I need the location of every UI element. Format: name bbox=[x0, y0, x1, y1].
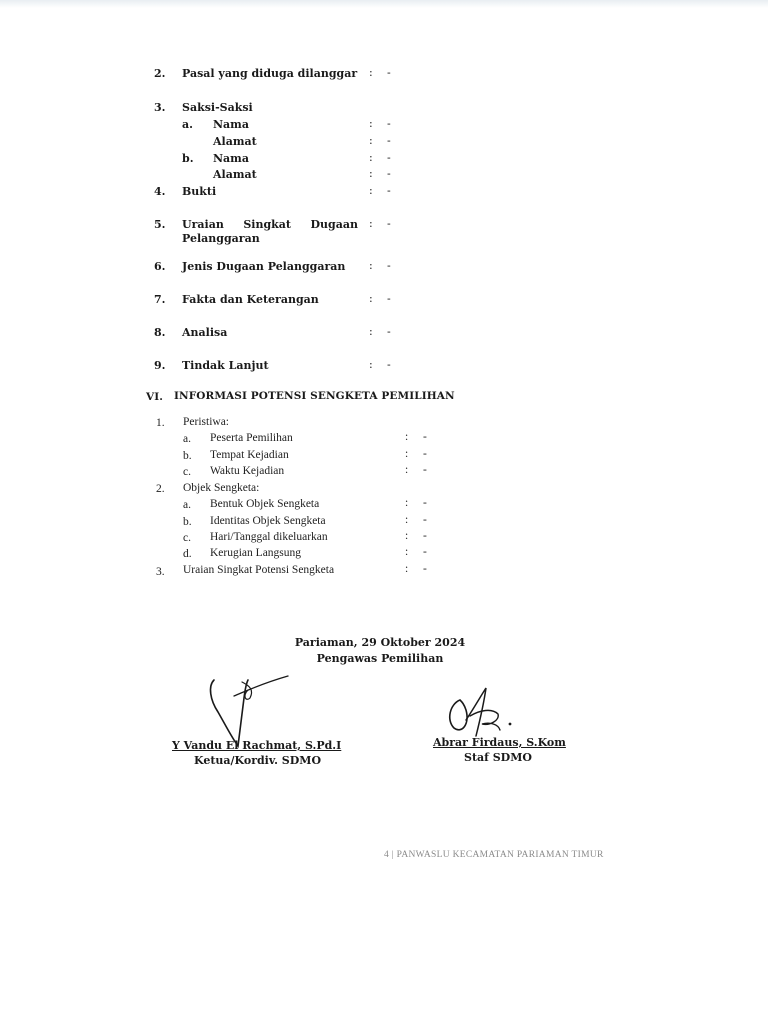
item-number: 3. bbox=[154, 101, 166, 114]
item-label: Waktu Kejadian bbox=[210, 465, 285, 477]
item-colon: : bbox=[405, 563, 409, 575]
item-colon: : bbox=[369, 134, 373, 147]
item-value: - bbox=[387, 217, 391, 230]
item-label: Kerugian Langsung bbox=[210, 547, 302, 559]
item-label: Tempat Kejadian bbox=[210, 449, 289, 461]
item-value: - bbox=[387, 167, 391, 180]
item-label: Uraian Singkat Potensi Sengketa bbox=[183, 564, 335, 576]
place-date: Pariaman, 29 Oktober 2024 bbox=[294, 636, 466, 649]
item-number: 8. bbox=[154, 326, 166, 339]
item-value: - bbox=[423, 448, 427, 460]
item-number: 3. bbox=[156, 566, 165, 578]
sub-letter: a. bbox=[183, 499, 191, 511]
item-colon: : bbox=[405, 546, 409, 558]
item-value: - bbox=[387, 66, 391, 79]
item-value: - bbox=[423, 514, 427, 526]
item-label: Saksi-Saksi bbox=[182, 101, 253, 114]
item-label: Identitas Objek Sengketa bbox=[210, 515, 326, 527]
item-label: Peristiwa: bbox=[183, 416, 229, 428]
item-label: Jenis Dugaan Pelanggaran bbox=[182, 260, 346, 273]
sub-letter: c. bbox=[183, 532, 191, 544]
item-colon: : bbox=[369, 167, 373, 180]
sub-letter: b. bbox=[182, 152, 194, 165]
item-value: - bbox=[423, 530, 427, 542]
item-number: 2. bbox=[154, 67, 166, 80]
item-colon: : bbox=[405, 448, 409, 460]
item-value: - bbox=[387, 151, 391, 164]
item-colon: : bbox=[369, 151, 373, 164]
item-colon: : bbox=[369, 259, 373, 272]
item-number: 9. bbox=[154, 359, 166, 372]
item-colon: : bbox=[369, 325, 373, 338]
item-value: - bbox=[423, 497, 427, 509]
item-colon: : bbox=[369, 117, 373, 130]
item-value: - bbox=[423, 563, 427, 575]
signatory-role: Pengawas Pemilihan bbox=[316, 652, 444, 665]
right-signatory-position: Staf SDMO bbox=[464, 751, 532, 764]
sub-letter: a. bbox=[183, 433, 191, 445]
item-number: 5. bbox=[154, 218, 166, 231]
page-number: 4 bbox=[384, 850, 390, 860]
item-label: Fakta dan Keterangan bbox=[182, 293, 319, 306]
item-value: - bbox=[387, 292, 391, 305]
item-label: Nama bbox=[213, 118, 249, 131]
item-number: 6. bbox=[154, 260, 166, 273]
item-value: - bbox=[423, 431, 427, 443]
item-colon: : bbox=[405, 431, 409, 443]
item-number: 2. bbox=[156, 483, 165, 495]
item-label-continued: Pelanggaran bbox=[182, 232, 260, 245]
item-value: - bbox=[387, 184, 391, 197]
item-number: 1. bbox=[156, 417, 165, 429]
item-colon: : bbox=[369, 66, 373, 79]
item-label: Nama bbox=[213, 152, 249, 165]
item-label: Pasal yang diduga dilanggar bbox=[182, 67, 358, 80]
item-colon: : bbox=[369, 217, 373, 230]
item-colon: : bbox=[369, 184, 373, 197]
scan-shadow bbox=[0, 0, 768, 8]
item-colon: : bbox=[369, 292, 373, 305]
item-value: - bbox=[387, 358, 391, 371]
sub-letter: c. bbox=[183, 466, 191, 478]
item-value: - bbox=[387, 259, 391, 272]
item-value: - bbox=[387, 325, 391, 338]
item-number: 7. bbox=[154, 293, 166, 306]
item-colon: : bbox=[405, 530, 409, 542]
item-colon: : bbox=[405, 514, 409, 526]
footer-separator: | bbox=[391, 850, 394, 860]
page-footer bbox=[384, 850, 604, 860]
left-signatory-name: Y Vandu El Rachmat, S.Pd.I bbox=[172, 739, 342, 752]
left-signatory-position: Ketua/Kordiv. SDMO bbox=[194, 754, 322, 767]
sub-letter: a. bbox=[182, 118, 193, 131]
section-title: INFORMASI POTENSI SENGKETA PEMILIHAN bbox=[174, 390, 455, 402]
right-signatory-name: Abrar Firdaus, S.Kom bbox=[433, 736, 566, 749]
item-label: Bukti bbox=[182, 185, 217, 198]
item-label: Alamat bbox=[213, 168, 257, 181]
item-value: - bbox=[423, 464, 427, 476]
sub-letter: d. bbox=[183, 548, 192, 560]
item-colon: : bbox=[369, 358, 373, 371]
sub-letter: b. bbox=[183, 516, 192, 528]
item-value: - bbox=[387, 134, 391, 147]
item-label: Uraian Singkat Dugaan bbox=[182, 218, 358, 231]
item-colon: : bbox=[405, 464, 409, 476]
footer-text: PANWASLU KECAMATAN PARIAMAN TIMUR bbox=[396, 850, 604, 860]
item-label: Tindak Lanjut bbox=[182, 359, 269, 372]
item-label: Alamat bbox=[213, 135, 257, 148]
sub-letter: b. bbox=[183, 450, 192, 462]
item-label: Hari/Tanggal dikeluarkan bbox=[210, 531, 328, 543]
item-label: Objek Sengketa: bbox=[183, 482, 260, 494]
item-value: - bbox=[423, 546, 427, 558]
item-value: - bbox=[387, 117, 391, 130]
item-number: 4. bbox=[154, 185, 166, 198]
item-label: Analisa bbox=[182, 326, 228, 339]
item-label: Bentuk Objek Sengketa bbox=[210, 498, 320, 510]
item-colon: : bbox=[405, 497, 409, 509]
item-label: Peserta Pemilihan bbox=[210, 432, 293, 444]
section-number: VI. bbox=[146, 391, 164, 403]
